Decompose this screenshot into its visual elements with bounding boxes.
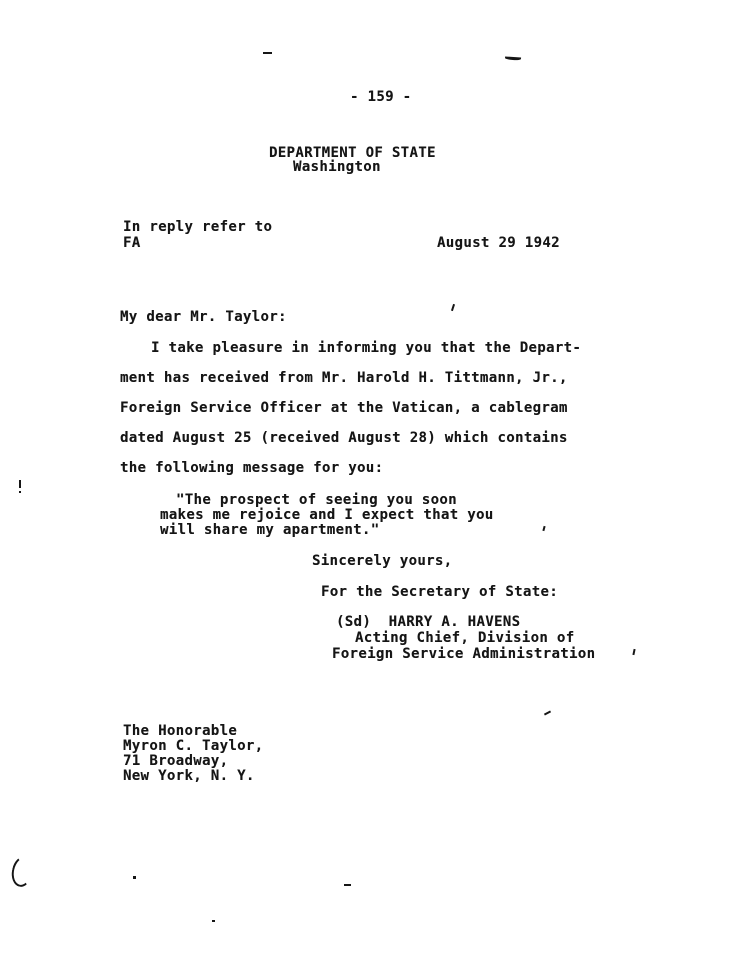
salutation: My dear Mr. Taylor: xyxy=(120,309,287,325)
scan-artifact-dash xyxy=(344,884,351,886)
page-number: - 159 - xyxy=(350,89,412,105)
scan-artifact-dash xyxy=(505,56,521,60)
letterhead-city: Washington xyxy=(293,159,381,175)
recipient-line: The Honorable xyxy=(123,723,238,739)
scan-artifact-dash xyxy=(263,52,272,54)
quote-line: "The prospect of seeing you soon xyxy=(176,492,457,508)
signature-line: (Sd) HARRY A. HAVENS xyxy=(336,614,521,630)
recipient-line: 71 Broadway, xyxy=(123,753,229,769)
signer-title-line-2: Foreign Service Administration xyxy=(332,646,596,662)
valediction: Sincerely yours, xyxy=(312,553,453,569)
body-line: I take pleasure in informing you that the Depart- xyxy=(151,340,582,356)
reference-code: FA xyxy=(123,235,141,251)
scan-artifact-tick xyxy=(544,710,551,715)
recipient-line: New York, N. Y. xyxy=(123,768,255,784)
reference-label: In reply refer to xyxy=(123,219,273,235)
scan-artifact-tick xyxy=(451,304,455,311)
authority-line: For the Secretary of State: xyxy=(321,584,559,600)
scan-artifact-tick xyxy=(542,526,545,531)
quote-line: makes me rejoice and I expect that you xyxy=(160,507,494,523)
scan-artifact-curve xyxy=(9,854,36,889)
letterhead-department: DEPARTMENT OF STATE xyxy=(269,145,436,161)
scan-artifact-exclamation xyxy=(19,480,21,488)
body-line: the following message for you: xyxy=(120,460,384,476)
letter-date: August 29 1942 xyxy=(437,235,560,251)
signer-title-line-1: Acting Chief, Division of xyxy=(355,630,575,646)
scan-artifact-dot xyxy=(212,920,215,922)
scan-artifact-apostrophe xyxy=(632,649,635,655)
scan-artifact-dot xyxy=(133,876,136,879)
body-line: dated August 25 (received August 28) which contains xyxy=(120,430,568,446)
recipient-line: Myron C. Taylor, xyxy=(123,738,264,754)
body-line: Foreign Service Officer at the Vatican, a cablegram xyxy=(120,400,568,416)
body-line: ment has received from Mr. Harold H. Tittmann, Jr., xyxy=(120,370,568,386)
scan-artifact-dot xyxy=(19,491,21,493)
quote-line: will share my apartment." xyxy=(160,522,380,538)
